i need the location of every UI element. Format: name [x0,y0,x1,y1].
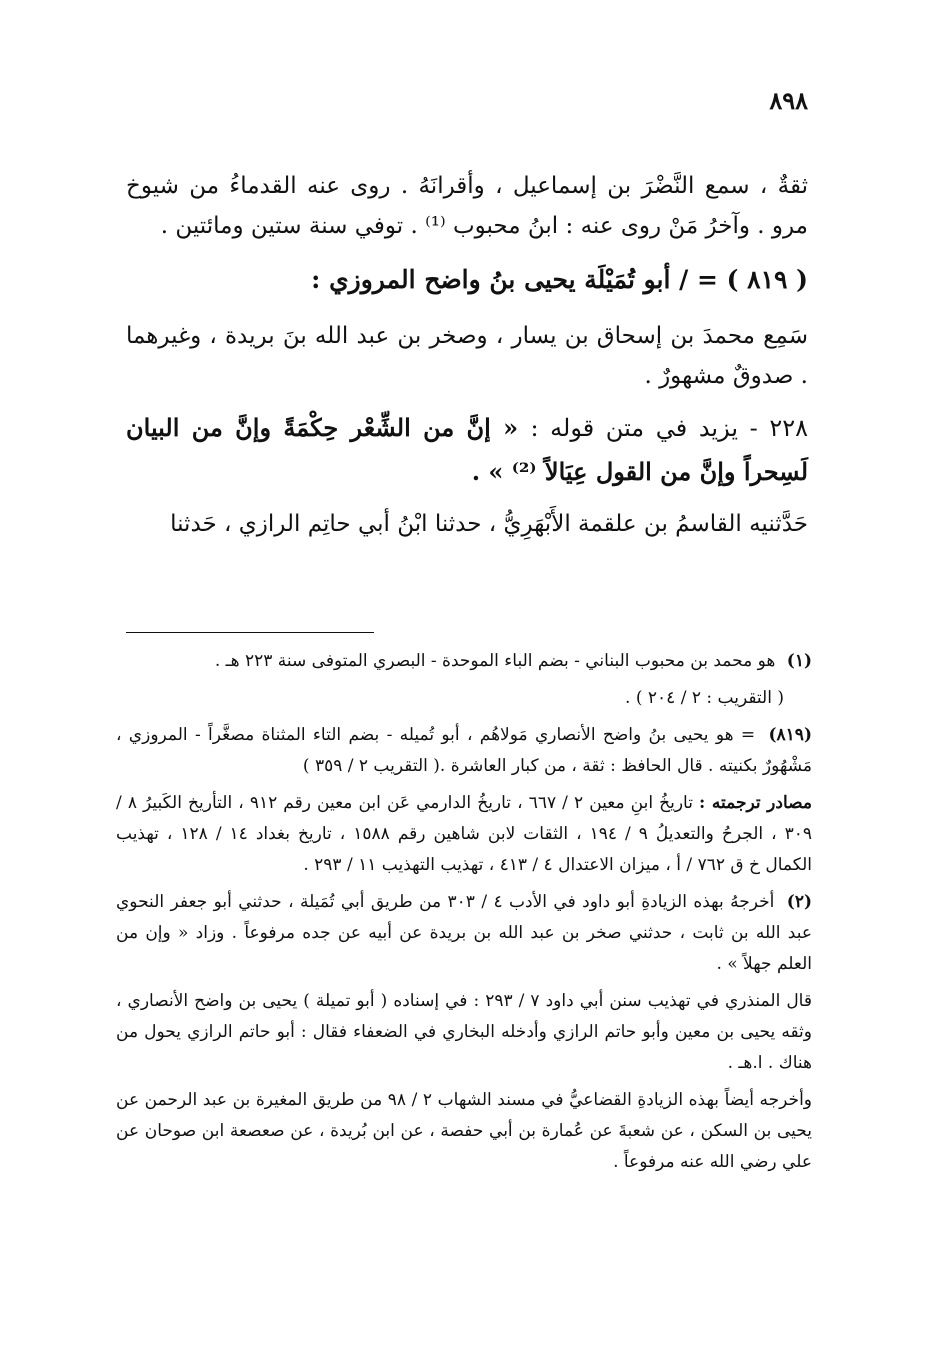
footnote-819-number: (٨١٩) [768,725,812,745]
footnote-1-text: هو محمد بن محبوب البناني - بضم الباء الموحدة - البصري المتوفى سنة ٢٢٣ هـ . [214,651,776,671]
footnote-separator [126,632,374,633]
footnote-819-text: = هو يحيى بنُ واضح الأنصاري مَولاهُم ، أبو تُميله - بضم التاء المثناة مصغَّراً - المروزي ، مَشْهُورٌ بكنيته . قال الحافظ : ثقة ، من كبار العاشرة .( التقريب ٢ / ٣٥٩ ) [116,725,812,776]
footnote-2 [116,887,812,980]
footnote-2-text: أخرجهُ بهذه الزيادةِ أبو داود في الأدب ٤ / ٣٠٣ من طريق أبي تُمَيلة ، حدثني أبو جعفر النحوي عبد الله بن ثابت ، حدثني صخر بن عبد الله بن بريدة عن أبيه عن جده مرفوعاً . وزاد « وإن من العلم جهلاً » . [116,892,812,974]
sources-list: تاريخُ ابنِ معين ٢ / ٦٦٧ ، تاريخُ الدارمي عَن ابن معين رقم ٩١٢ ، التأريخ الكَبيرُ ٨ / ٣٠٩ ، الجرحُ والتعديلُ ٩ / ١٩٤ ، الثقات لابن شاهين رقم ١٥٨٨ ، تاريخ بغداد ١٤ / ١٢٨ ، تهذيب الكمال خ ق ٧٦٢ / أ ، ميزان الاعتدال ٤ / ٤١٣ ، تهذيب التهذيب ١١ / ٢٩٣ . [116,793,812,875]
footnote-1-reference: ( التقريب : ٢ / ٢٠٤ ) . [625,688,784,708]
hadith-paragraph-228 [126,406,808,494]
footnote-1-number: (١) [786,651,812,671]
footnote-2-qudai: وأخرجه أيضاً بهذه الزيادةِ القضاعيُّ في مسند الشهاب ٢ / ٩٨ من طريق المغيرة بن عبد الرحمن عن يحيى بن السكن ، عن شعبةَ عن عُمارة بن أبي حفصة ، عن ابن بُريدة ، عن صعصعة ابن صوحان عن علي رضي الله عنه مرفوعاً . [116,1090,812,1172]
hadith-text: « إنَّ من الشِّعْر حِكْمَةً وإنَّ من البيان لَسِحراً وإنَّ من القول عِيَالاً ⁽²⁾ » . [126,413,808,486]
sources-label: مصادر ترجمته : [699,793,812,813]
footnote-2-number: (٢) [786,892,812,912]
main-text [126,166,808,544]
footnotes [116,646,812,1178]
footnote-2-mundhiri: قال المنذري في تهذيب سنن أبي داود ٧ / ٢٩٣ : في إسناده ( أبو تميلة ) يحيى بن واضح الأنصاري ، وثقه يحيى بن معين وأبو حاتم الرازي وأدخله البخاري في الضعفاء فقال : أبو حاتم الرازي يحول من هناك . ا.هـ . [116,991,812,1073]
hadith-number: ٢٢٨ - يزيد في متن قوله : [530,414,809,442]
isnad-paragraph: حَدَّثنيه القاسمُ بن علقمة الأَبْهَرِيُّ ، حدثنا ابْنُ أبي حاتِم الرازي ، حَدثنا [170,511,808,537]
entry-heading-819: ( ٨١٩ ) = / أبو تُمَيْلَة يحيى بنُ واضح المروزي : [311,265,808,294]
biography-paragraph-819: سَمِع محمدَ بن إسحاق بن يسار ، وصخر بن عبد الله بنَ بريدة ، وغيرهما . صدوقٌ مشهورٌ . [126,323,808,389]
footnote-1 [116,646,812,677]
footnote-819 [116,720,812,782]
biography-paragraph-818: ثقةٌ ، سمع النَّضْرَ بن إسماعيل ، وأقرانَهُ . روى عنه القدماءُ من شيوخ مرو . وآخرُ مَنْ روى عنه : ابنُ محبوب ⁽¹⁾ . توفي سنة ستين ومائتين . [126,173,808,239]
page-number: ٨٩٨ [769,86,808,115]
footnote-819-sources [116,788,812,881]
